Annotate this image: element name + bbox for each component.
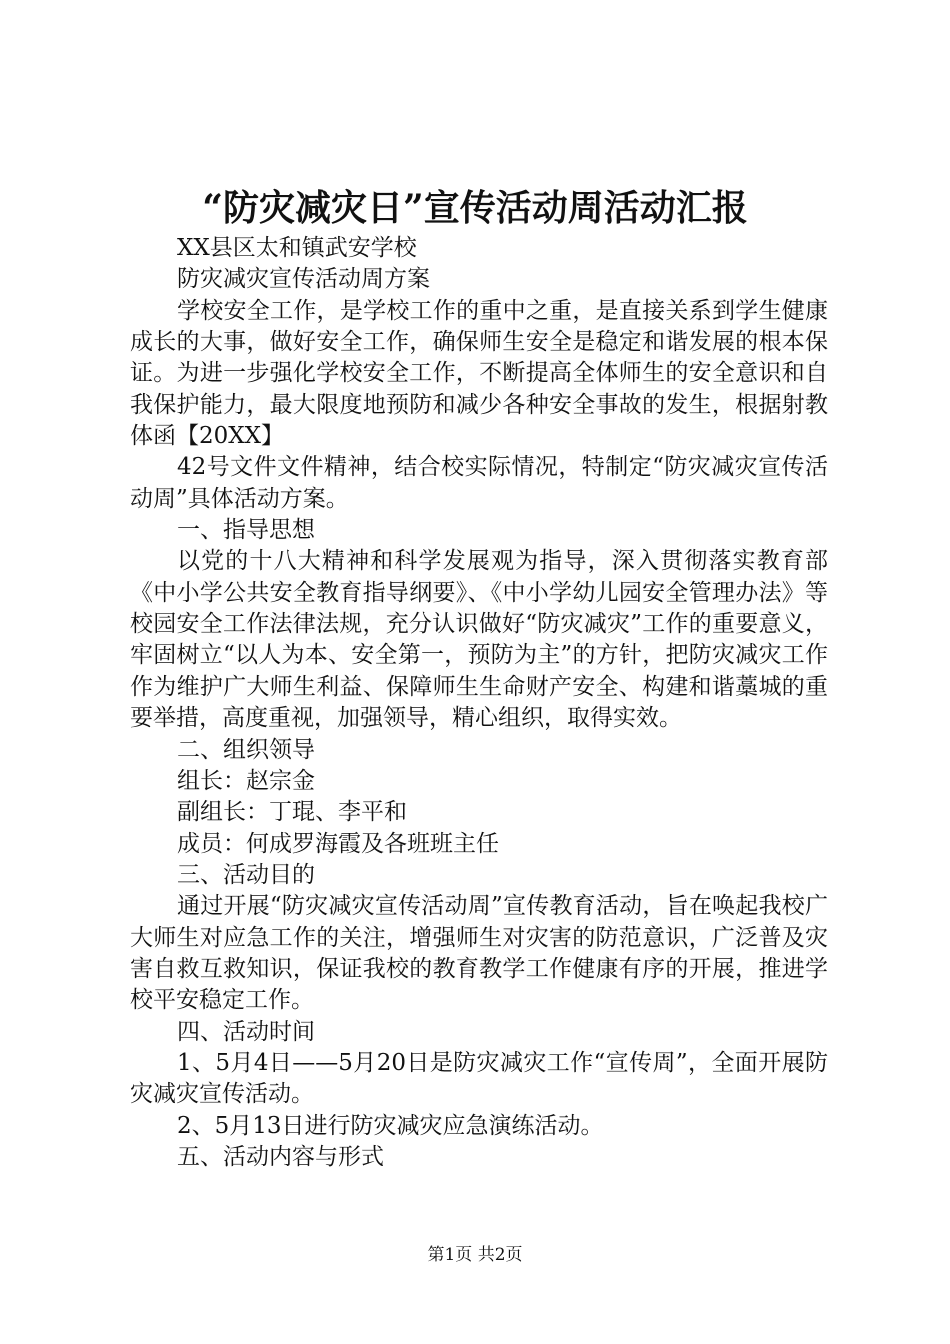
- section-heading-content: 五、活动内容与形式: [177, 1143, 384, 1170]
- plan-name-line: 防灾减灾宣传活动周方案: [177, 266, 430, 293]
- section-heading-guiding-thought: 一、指导思想: [177, 517, 315, 544]
- leader-line: 组长：赵宗金: [177, 767, 315, 794]
- time-item-1: 1、5月4日——5月20日是防灾减灾工作“宣传周”，全面开展防灾减灾宣传活动。: [130, 1049, 828, 1108]
- time-item-2: 2、5月13日进行防灾减灾应急演练活动。: [177, 1112, 604, 1139]
- school-name-line: XX县区太和镇武安学校: [177, 235, 417, 261]
- document-body: [130, 233, 828, 1173]
- page-number-footer: 第1页 共2页: [427, 1245, 523, 1265]
- deputy-leader-line: 副组长：丁琨、李平和: [177, 799, 407, 826]
- section-heading-purpose: 三、活动目的: [177, 861, 315, 888]
- guiding-thought-paragraph: 以党的十八大精神和科学发展观为指导，深入贯彻落实教育部《中小学公共安全教育指导纲要》、《中小学幼儿园安全管理办法》等校园安全工作法律法规，充分认识做好“防灾减灾”工作的重要意义，牢固树立“以人为本、安全第一，预防为主”的方针，把防灾减灾工作作为维护广大师生利益、保障师生生命财产安全、构建和谐藁城的重要举措，高度重视，加强领导，精心组织，取得实效。: [130, 548, 828, 732]
- intro-paragraph: 学校安全工作，是学校工作的重中之重，是直接关系到学生健康成长的大事，做好安全工作，确保师生安全是稳定和谐发展的根本保证。为进一步强化学校安全工作，不断提高全体师生的安全意识和自我保护能力，最大限度地预防和减少各种安全事故的发生，根据射教体函【20XX】: [130, 297, 828, 450]
- purpose-paragraph: 通过开展“防灾减灾宣传活动周”宣传教育活动，旨在唤起我校广大师生对应急工作的关注，增强师生对灾害的防范意识，广泛普及灾害自救互救知识，保证我校的教育教学工作健康有序的开展，推进学校平安稳定工作。: [130, 893, 828, 1014]
- document-title: “防灾减灾日”宣传活动周活动汇报: [202, 187, 748, 229]
- intro-continuation-paragraph: 42号文件文件精神，结合校实际情况，特制定“防灾减灾宣传活动周”具体活动方案。: [130, 454, 828, 512]
- members-line: 成员：何成罗海霞及各班班主任: [177, 830, 499, 857]
- section-heading-time: 四、活动时间: [177, 1018, 315, 1045]
- section-heading-organization: 二、组织领导: [177, 736, 315, 763]
